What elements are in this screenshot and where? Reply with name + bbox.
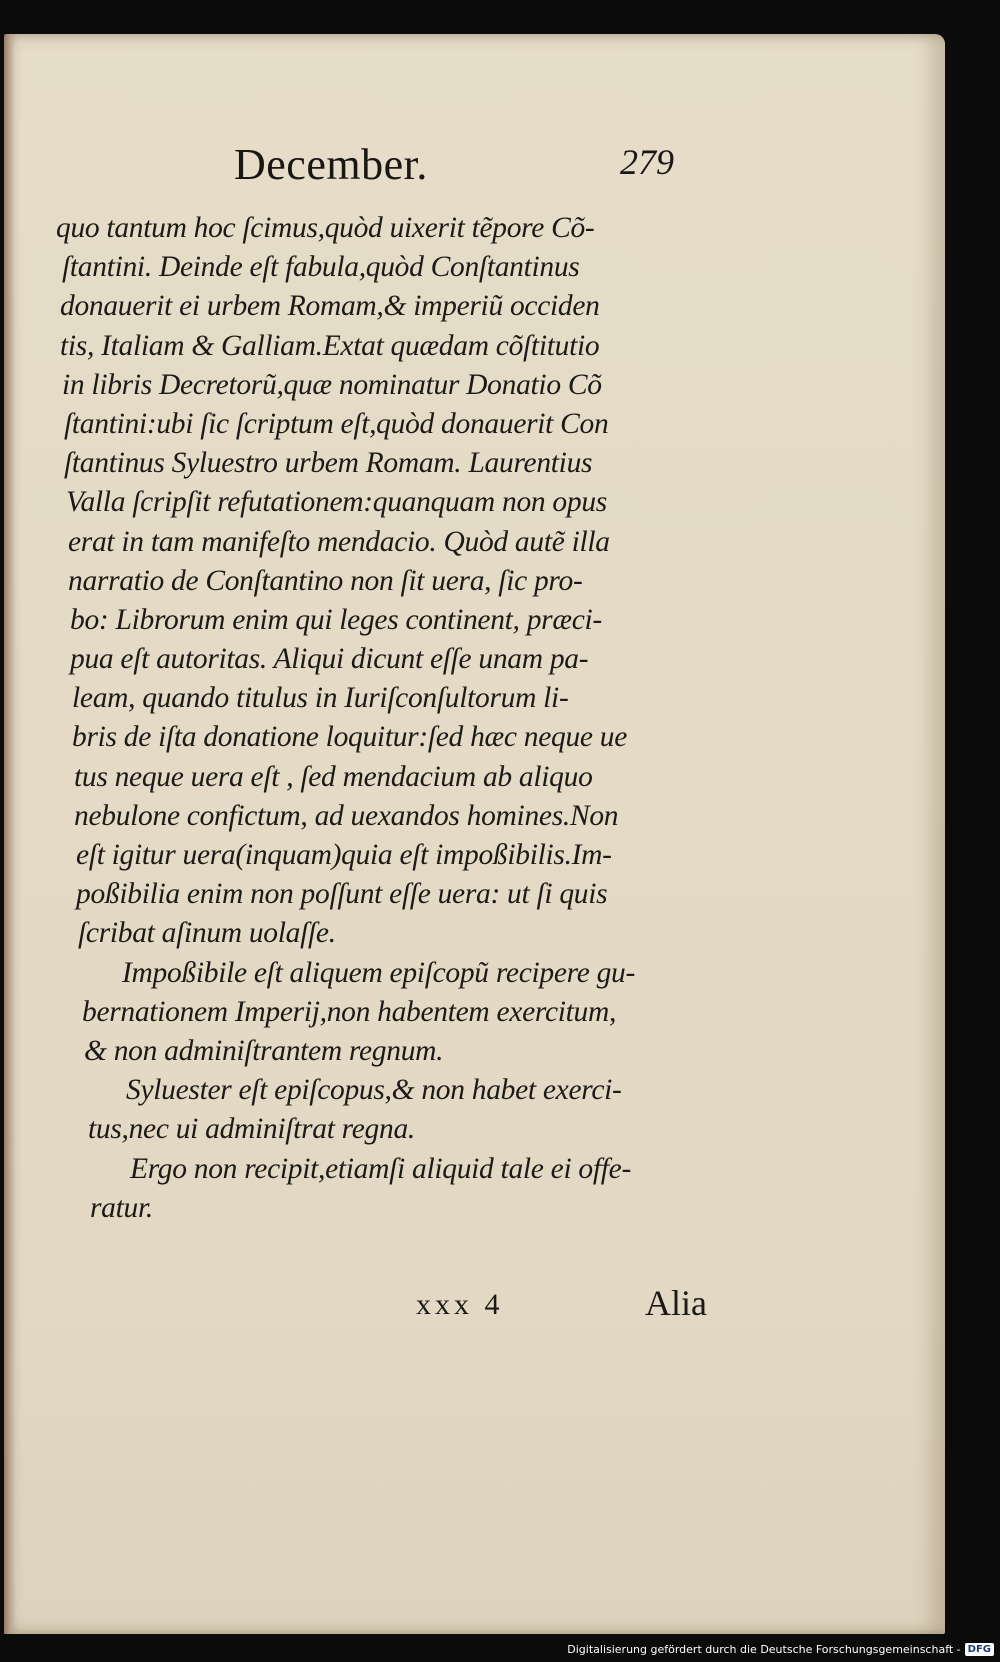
text-line: tus neque uera eſt , ſed mendacium ab aliquo — [74, 760, 593, 793]
page-footer — [4, 1282, 945, 1332]
text-line: pua eſt autoritas. Aliqui dicunt eſſe unam pa- — [70, 643, 589, 676]
book-page — [4, 34, 945, 1634]
page-number: 279 — [620, 142, 674, 182]
text-line: Ergo non recipit,etiamſi aliquid tale ei offe- — [130, 1152, 631, 1185]
text-line: bo: Librorum enim qui leges continent, præci- — [70, 603, 602, 636]
text-line: donauerit ei urbem Romam,& imperiũ occiden — [60, 290, 600, 323]
text-line: ſtantini. Deinde eſt fabula,quòd Conſtantinus — [62, 251, 580, 284]
digitization-credit — [567, 1640, 994, 1658]
text-line: ſtantinus Syluestro urbem Romam. Laurentius — [64, 447, 593, 480]
text-line: Impoßibile eſt aliquem epiſcopũ recipere gu- — [122, 956, 636, 989]
text-line: eſt igitur uera(inquam)quia eſt impoßibilis.Im- — [76, 839, 612, 871]
text-line: Valla ſcripſit refutationem:quanquam non opus — [66, 486, 607, 519]
text-line: & non adminiſtrantem regnum. — [84, 1034, 444, 1067]
dfg-logo: DFG — [965, 1643, 994, 1656]
text-line: ſtantini:ubi ſic ſcriptum eſt,quòd donauerit Con — [64, 407, 609, 440]
text-line: quo tantum hoc ſcimus,quòd uixerit tẽpore Cõ- — [56, 212, 595, 244]
text-line: bris de iſta donatione loquitur:ſed hæc neque ue — [72, 721, 628, 754]
text-line: leam, quando titulus in Iuriſconſultorum li- — [72, 682, 569, 715]
text-line: tus,nec ui adminiſtrat regna. — [88, 1113, 415, 1146]
text-line: tis, Italiam & Galliam.Extat quædam cõſtitutio — [60, 329, 600, 362]
text-line: ratur. — [90, 1191, 153, 1224]
catchword: Alia — [645, 1283, 707, 1323]
text-line: in libris Decretorũ,quæ nominatur Donatio Cõ — [62, 368, 602, 401]
text-line: bernationem Imperij,non habentem exercitum, — [82, 995, 617, 1028]
text-line: ſcribat aſinum uolaſſe. — [78, 917, 336, 950]
header-title: December. — [234, 140, 428, 189]
page-binding-edge — [4, 34, 14, 1634]
text-line: nebulone confictum, ad uexandos homines.Non — [74, 799, 619, 832]
credit-text: Digitalisierung gefördert durch die Deutsche Forschungsgemeinschaft - — [567, 1642, 961, 1656]
text-line: poßibilia enim non poſſunt eſſe uera: ut ſi quis — [76, 878, 608, 911]
text-line: Syluester eſt epiſcopus,& non habet exerci- — [126, 1074, 622, 1107]
signature-mark: xxx 4 — [416, 1288, 504, 1321]
running-header — [234, 139, 674, 209]
text-line: narratio de Conſtantino non ſit uera, ſic pro- — [68, 564, 583, 597]
text-line: erat in tam manifeſto mendacio. Quòd autẽ illa — [68, 525, 610, 558]
body-text — [56, 209, 716, 1228]
